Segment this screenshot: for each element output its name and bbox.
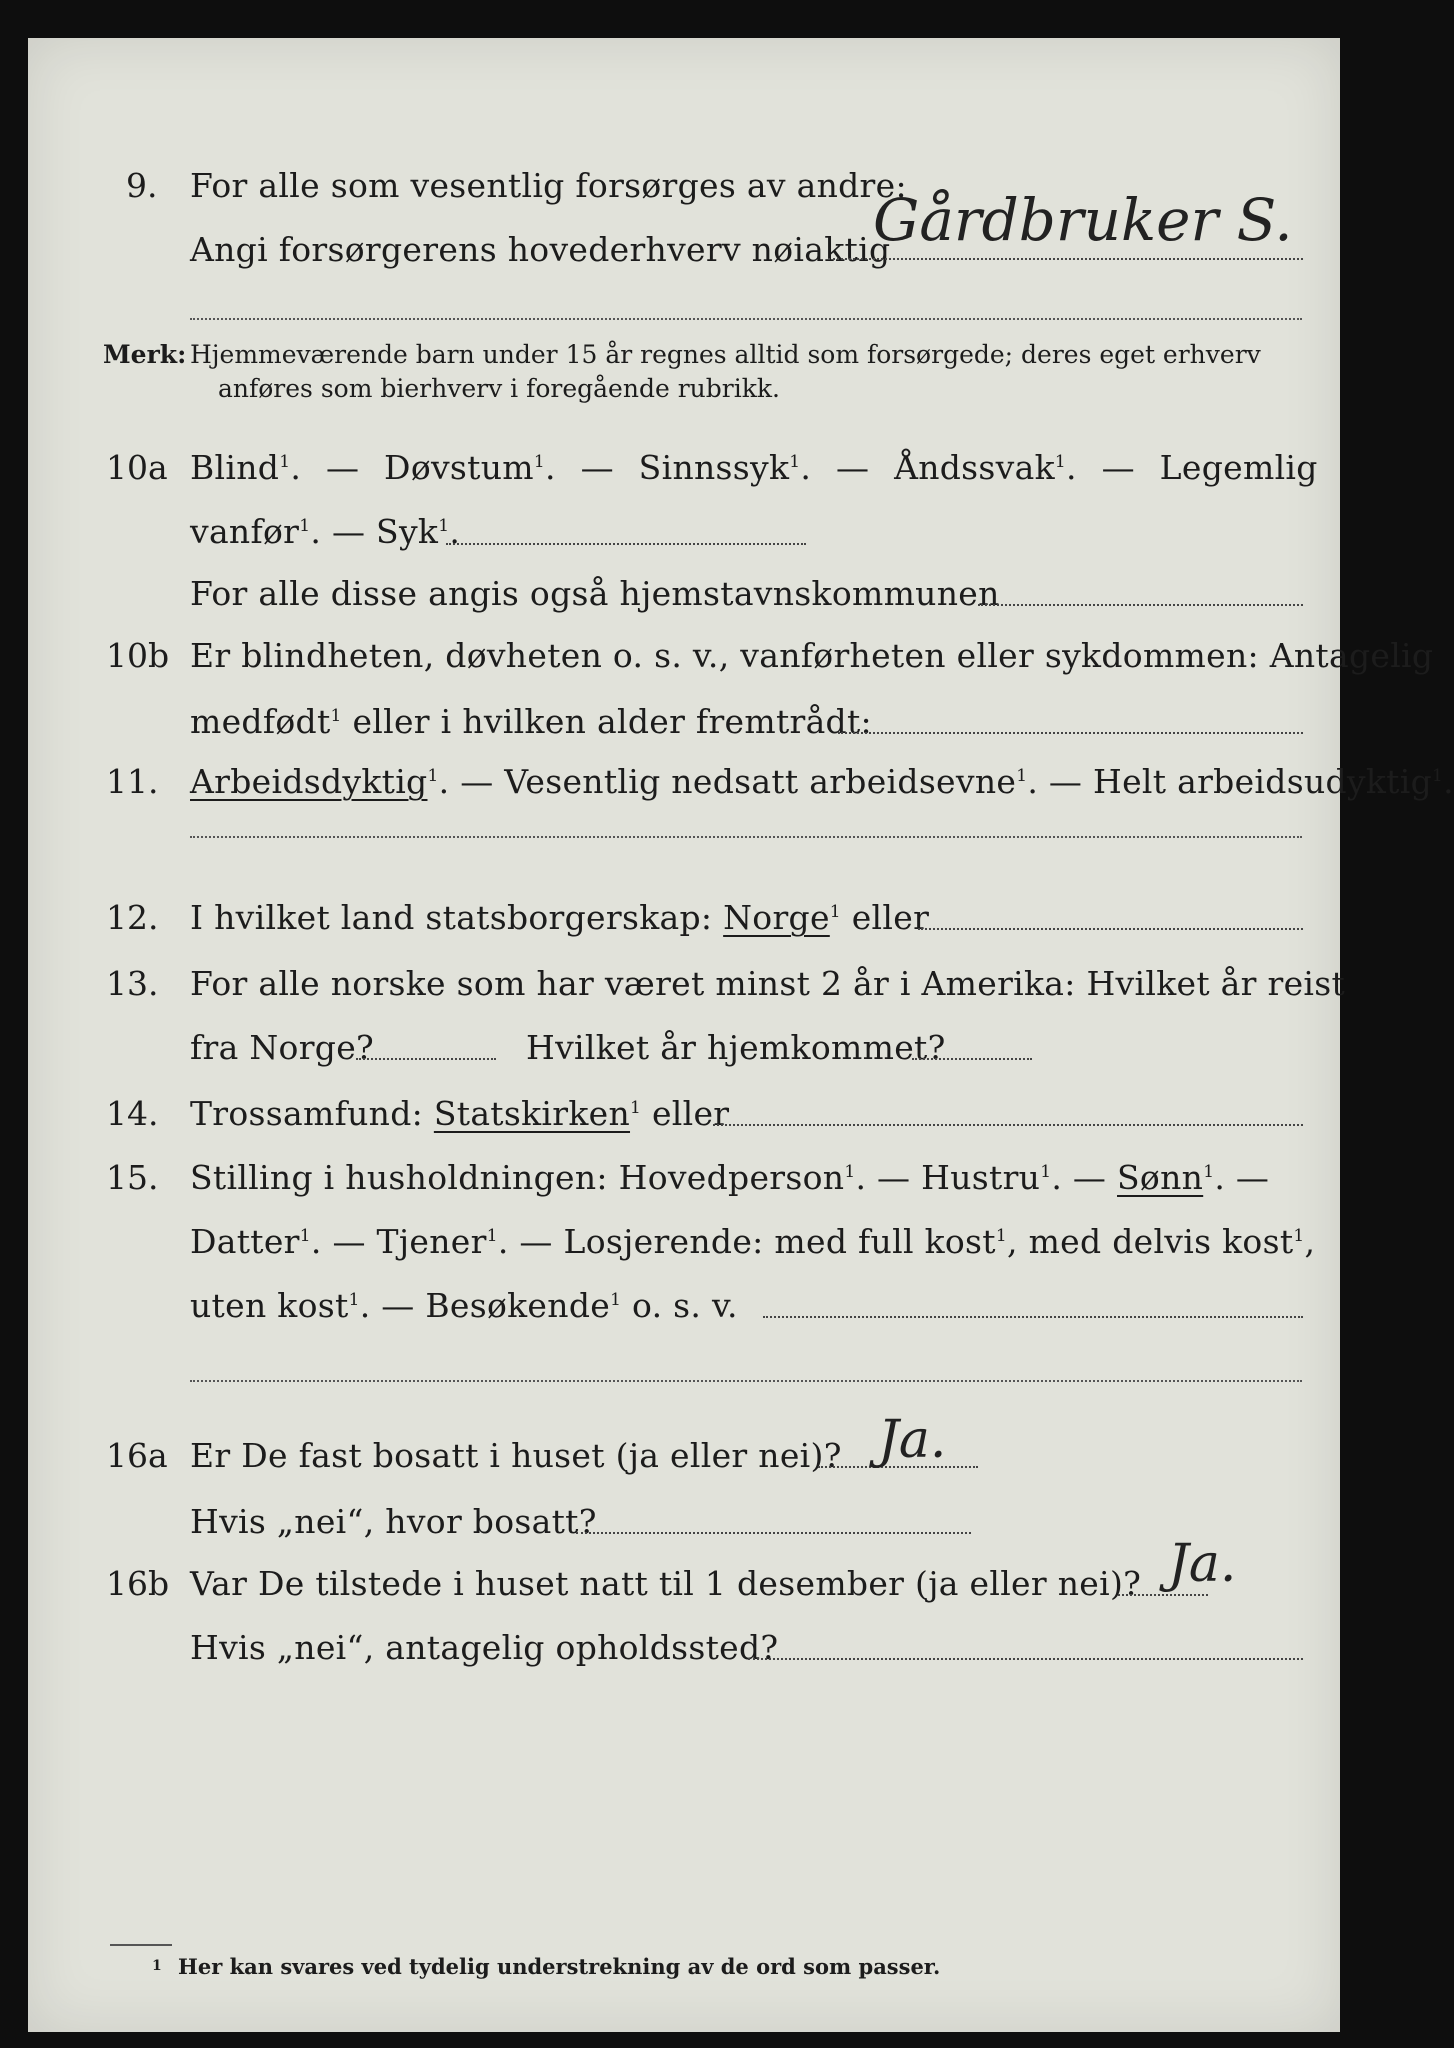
sup-mark: 1: [844, 1162, 856, 1182]
sup-mark: 1: [1016, 766, 1028, 786]
sup-mark: 1: [1432, 766, 1444, 786]
sup-mark: 1: [279, 452, 291, 472]
q12-answer-line: [918, 928, 1303, 930]
q10b-line1: Er blindheten, døvheten o. s. v., vanførheten eller sykdommen: Antagelig: [190, 636, 1434, 675]
q16a-bosatt-line: [576, 1532, 971, 1534]
merk-line1: Hjemmeværende barn under 15 år regnes alltid som forsørgede; deres eget erhverv: [190, 340, 1261, 369]
sup-mark: 1: [789, 452, 801, 472]
sup-mark: 1: [1054, 452, 1066, 472]
q10a-syk-line: [446, 543, 806, 545]
sup-mark: 1: [995, 1226, 1007, 1246]
q11-arbeidsdyktig: Arbeidsdyktig: [190, 762, 428, 801]
q14-text: Trossamfund:: [190, 1094, 424, 1133]
footnote-text: Her kan svares ved tydelig understrekning av de ord som passer.: [178, 1954, 941, 1979]
q15-line1: [190, 1158, 1269, 1197]
footnote-rule: [110, 1944, 172, 1946]
q10b-medfodt: medfødt: [190, 702, 331, 741]
sup-mark: 1: [1203, 1162, 1215, 1182]
q16b-line1: Var De tilstede i huset natt til 1 desember (ja eller nei)?: [190, 1564, 1142, 1603]
q10a-vanfor: vanfør: [190, 512, 300, 551]
q15-number: 15.: [106, 1158, 159, 1197]
q9-line1: For alle som vesentlig forsørges av andre:: [190, 166, 907, 205]
q10a-line1: Blind$^1$. — Døvstum$^1$. — Sinnssyk$^1$. — Åndssvak$^1$. — Legemlig: [190, 448, 1318, 487]
sup-mark: 1: [1293, 1226, 1305, 1246]
q11-line: [190, 762, 1454, 801]
q15-line2: [190, 1222, 1315, 1261]
q16b-line2: Hvis „nei“, antagelig opholdssted?: [190, 1628, 779, 1667]
q13-number: 13.: [106, 964, 159, 1003]
q10a-syk: — Syk: [331, 512, 439, 551]
sup-mark: 1: [330, 706, 342, 726]
q16b-number: 16b: [106, 1564, 170, 1603]
q14-eller: eller: [651, 1094, 730, 1133]
q15-besokende: . — Besøkende: [359, 1286, 611, 1325]
q10a-sinnssyk: — Sinnssyk: [580, 448, 790, 487]
q15-osv: o. s. v.: [632, 1286, 738, 1325]
q12-eller: eller: [851, 898, 930, 937]
q11-nedsatt: . — Vesentlig nedsatt arbeidsevne: [438, 762, 1017, 801]
q16b-handwritten-answer: Ja.: [1168, 1534, 1237, 1594]
q15-tjener: . — Tjener: [310, 1222, 487, 1261]
q9-line2: Angi forsørgerens hovederhverv nøiaktig: [190, 230, 891, 269]
sup-mark: 1: [610, 1290, 622, 1310]
q15-comma: ,: [1304, 1222, 1316, 1261]
q9-handwritten-answer: Gårdbruker S.: [873, 186, 1293, 254]
q9-answer-line: [828, 258, 1303, 260]
footnote-mark: 1: [152, 1958, 162, 1974]
q15-delvis-kost: , med delvis kost: [1006, 1222, 1294, 1261]
q11-extra-line: [190, 836, 1302, 838]
q15-uten-kost: uten kost: [190, 1286, 349, 1325]
q10a-andssvak: — Åndssvak: [835, 448, 1055, 487]
q16a-line1: Er De fast bosatt i huset (ja eller nei)?: [190, 1436, 842, 1475]
q10a-kommune-line: [978, 604, 1303, 606]
q10a-line2: vanfør$^1$. — Syk$^1$.: [190, 512, 461, 551]
q10a-legemlig: — Legemlig: [1101, 448, 1318, 487]
q11-number: 11.: [106, 762, 159, 801]
q14-number: 14.: [106, 1094, 159, 1133]
sup-mark: 1: [438, 516, 450, 536]
q9-extra-line: [190, 318, 1302, 320]
q12-norge: Norge: [723, 898, 830, 937]
merk-label: Merk:: [103, 340, 187, 369]
q13-line1: For alle norske som har været minst 2 år i Amerika: Hvilket år reist: [190, 964, 1346, 1003]
q13-line2b: Hvilket år hjemkommet?: [526, 1028, 946, 1067]
q10a-line3: For alle disse angis også hjemstavnskommunen: [190, 574, 1000, 613]
q15-answer-line: [763, 1316, 1303, 1318]
q13-line2a: fra Norge?: [190, 1028, 375, 1067]
sup-mark: 1: [533, 452, 545, 472]
census-form-page: [28, 38, 1454, 2032]
q14-answer-line: [713, 1124, 1303, 1126]
q14-statskirken: Statskirken: [433, 1094, 631, 1133]
q15-datter: Datter: [190, 1222, 300, 1261]
sup-mark: 1: [299, 516, 311, 536]
q15-hovedperson: Stilling i husholdningen: Hovedperson: [190, 1158, 845, 1197]
q16a-number: 16a: [106, 1436, 168, 1475]
q15-extra-line: [190, 1380, 1302, 1382]
q11-period: .: [1443, 762, 1454, 801]
q16b-opholdssted-line: [748, 1658, 1303, 1660]
q10b-alder: eller i hvilken alder fremtrådt:: [352, 702, 872, 741]
q12-text: I hvilket land statsborgerskap:: [190, 898, 713, 937]
sup-mark: 1: [299, 1226, 311, 1246]
q16a-handwritten-answer: Ja.: [878, 1410, 947, 1470]
sup-mark: 1: [630, 1098, 642, 1118]
sup-mark: 1: [829, 902, 841, 922]
q13-reist-line: [356, 1058, 496, 1060]
q9-number: 9.: [126, 166, 158, 205]
q15-dash: . —: [1051, 1158, 1107, 1197]
sup-mark: 1: [427, 766, 439, 786]
merk-line2: anføres som bierhverv i foregående rubrikk.: [218, 374, 780, 403]
q10a-number: 10a: [106, 448, 168, 487]
q12-line: [190, 898, 929, 937]
sup-mark: 1: [348, 1290, 360, 1310]
q10b-answer-line: [838, 732, 1303, 734]
q10b-line2: [190, 702, 872, 741]
q16b-answer-line: [1118, 1594, 1208, 1596]
q15-line3: [190, 1286, 738, 1325]
q14-line: [190, 1094, 729, 1133]
q15-sonn: Sønn: [1117, 1158, 1204, 1197]
q15-hustru: . — Hustru: [855, 1158, 1041, 1197]
q10a-dovstum: — Døvstum: [325, 448, 534, 487]
q10b-number: 10b: [106, 636, 170, 675]
q10a-blind: Blind: [190, 448, 280, 487]
q12-number: 12.: [106, 898, 159, 937]
sup-mark: 1: [486, 1226, 498, 1246]
q16a-line2: Hvis „nei“, hvor bosatt?: [190, 1502, 597, 1541]
q13-hjemkommet-line: [912, 1058, 1032, 1060]
sup-mark: 1: [1040, 1162, 1052, 1182]
q15-dash2: . —: [1214, 1158, 1270, 1197]
q11-udyktig: . — Helt arbeidsudyktig: [1027, 762, 1432, 801]
q15-full-kost: . — Losjerende: med full kost: [497, 1222, 996, 1261]
